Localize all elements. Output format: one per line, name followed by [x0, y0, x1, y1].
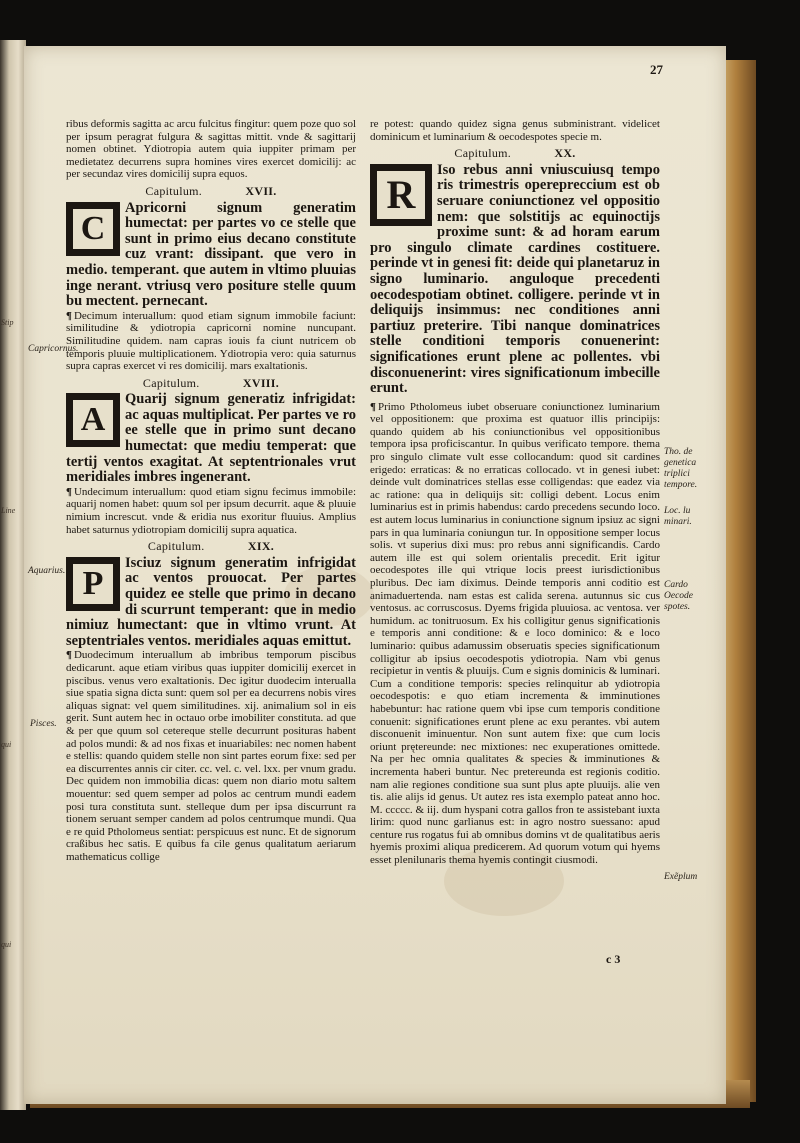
- prev-note: Stip: [1, 318, 14, 327]
- lead-text: Iso rebus anni vniuscuiusq tempo ris trimestris operepreccium est ob seruare coniunctionez vel oppositio nem: que solstitijs ac equinoctijs proxime sunt: & ad horam earum pro singulo climate cardines costituere. perinde vt in genesi fit: deide qui planetaruz in signo luminario. anguloque precedenti oecodespotiam obtinet. colligere. perinde vt in deliquijs insimmus: nec conditiones anni partiuz preterire. Tibi nanque dominatrices stelle conditioni temporis conuenerint: significationes erunt plene ac pollentes. vbi disconuenerint: vires significationum imbecille erunt.: [370, 161, 660, 397]
- initial-letter: [66, 202, 120, 256]
- margin-note: Exẽplum: [664, 872, 698, 882]
- initial-letter: [370, 164, 432, 226]
- chapter-heading: [66, 185, 356, 198]
- right-column: [370, 118, 660, 868]
- prev-note: Line: [1, 506, 16, 515]
- paragraph: re potest: quando quidez signa genus subministrant. videlicet dominicum et luminarium & oecodespotes specie m.: [370, 118, 660, 143]
- chapter-number: XIX.: [247, 539, 275, 554]
- paragraph-text: Duodecimum interuallum ab imbribus temporum piscibus dedicarunt. aque etiam viribus quas iuppiter domicilij exercet in piscibus. venus vero exaltationis. Dec igitur duodecim interualla siue spatia signa dicta sunt: quem sol per ea decurrens nobis vires aliquas signat: vel quem similitudines. xij. animalium sol in eis gerit. Sunt autem hec in octauo orbe imobiliter constituta. ad que & per que quum sol cetereque stelle decurrunt posituras habent ad polos mundi: & ad nos fixas et inuariabiles: nec nomen habent e stellis: quando quidem stelle non sint partes eorum fixe: sed per ea discurrentes annis cir citer. cc. vel. c. vel. lxx. per vnum gradu. Dec quidem non immobilia dicas: quem non diario motu saltem mouentur: sed quem semper ad polos ac centrum mundi eadem posi tura constituta sunt. stelleque dum per ipsa discurrunt ra tionem seruant semper candem ad polos centrumque mundi. Qua e re quid Ptholomeus sentiat: perspicuus est nunc. Et de signorum craßibus hec satis. E quibus fa cile genus qualitatum aeriarum mathematicus collige: [66, 649, 356, 863]
- lead-text: Apricorni signum generatim humectat: per partes vo ce stelle que sunt in primo eius decano constitute cuz: [125, 199, 356, 263]
- chapter-label: Capitulum.: [145, 183, 203, 198]
- lead-text-continued: humectat: que mediu temperat: que tertij ventos exagitat. At septentrionales vrut meridiales imbres ingenerant.: [66, 438, 356, 486]
- chapter-heading: [66, 377, 356, 390]
- initial-letter: [66, 393, 120, 447]
- lead-text-continued: scurrunt temperant: que in medio nimiuz humectant: que in vltimo vrunt. At septentriales ventos. meridiales aquas emittut.: [66, 601, 356, 649]
- margin-note-aquarius: Aquarius.: [28, 566, 66, 576]
- chapter-label: Capitulum.: [454, 146, 512, 161]
- margin-note: Loc. lu minari.: [664, 506, 692, 527]
- chapter-label: Capitulum.: [142, 375, 200, 390]
- chapter-number: XVII.: [245, 183, 277, 198]
- signature-mark: c 3: [606, 952, 621, 966]
- lead-text: Quarij signum generatiz infrigidat: ac aquas multiplicat. Per partes ve ro ee stelle que in primo sunt decano: [125, 391, 356, 439]
- margin-note: Cardo Oecode spotes.: [664, 580, 694, 612]
- lead-text-continued: vrant: dissipant. que vero in medio. temperant. que autem in vltimo pluuias inge nerant. vtriusq vero positure stelle quum bu mectent. pernecant.: [66, 246, 357, 310]
- paragraph: [66, 310, 356, 373]
- chapter-number: XVIII.: [242, 375, 280, 390]
- page-fore-edge: [722, 60, 756, 1102]
- initial-glyph: R: [376, 170, 426, 220]
- previous-page-marginalia: [0, 0, 26, 1143]
- paragraph-text: Primo Ptholomeus iubet obseruare coniunctionez luminarium vel oppositionem: que proxima est quatuor illis principijs: quando quidem ab his coniunctionibus vel oppositionibus tempora ipsa proficiscantur. In quibus verificato tempore. thema pro singulo climate vult esse collocandum: quod sit cardines erigedo: erraticas: & no erraticas collocado. vt in genesi iubet: deinde vult dominatrices stellas esse colligendas: que eadez via ac ratione: qua in deliquijs sit: colligi debent. Locus enim luminarius est in primis habendus: cardo precedens secundo loco. est autem locus luminarius in coniunctione signum ipsiuz ac signi pars in qua luminaria coniungun tur. In oppositione semper locus solis. vt superius dixi mus: pro rebus anni significandis. Cardo autem ille est qui solem orientalis precedit. Erit igitur oecodespotes ille qui vtrique locis preest iurisdictionibus pluribus. Dec iam diximus. Deinde temporis anni coditio est animaduertenda. nam estas est calida serena. autunnus sic cus ventosus. ac corruscosus. Dyems frigida pluuiosa. ac ventosa. ver humidum. ac tonitruosum. Ex his colligitur genus significationis e temporis anni conditione: & e loco dominico: & e loco luminario: quibus adamussim obseruatis species significationum colligitur ab ipsius oecodespotis ydiotropia. Nam vbi genus recipietur in ventis & pluuijs. Cum e signis dominicis & luminari. Cum a conditione temporis: species relinquitur ab ydiotropia oecodespotis: e quo etiam incrementa & imminutiones habebuntur: hac ratione quem vbi ipse cum temporis conditione conuenit: significationes erunt plene ac exu perantes. vbi autem disconuenit iminuentur. Non sunt autem fixe: que cum locis oriunt prętereunde: nec mixtiones: nec exuperationes omittede. Na per hec omnia qualitates & species & imminutiones & incrementa haberi buntur. Nec pretereunda est regionis coditio. nam alie regiones conditione sua sunt plus apte pluuijs. alie ven tis. alie alijs id genus. Ut autez res ista exemplo pateat anno hoc. M. ccccc. & iij. dum hyspani cotra gallos fron te assistebant iuxta lirim: quod nunc garlianus est: in agro nostro suessano: apud centure rus rogatus fui ab omnibus domins vt de qualitatibus aeris hyemis proximi aliqua predicerem. Ad quorum votum qui hyems esset plenilunaris thema hyemis contingit ciusmodi.: [370, 400, 660, 867]
- paragraph-text: Decimum interuallum: quod etiam signum immobile faciunt: similitudine & ydiotropia capricorni nomine nuncupant. Similitudine quidem. nam capras iouis fa ciunt nutricem ob temporis pluuie multiplicationem. Ydiotropia vero: quia saturnus supra capras exercet vi res domicilij. mars exaltationis.: [66, 309, 356, 373]
- lead-text: Isciuz signum generatim infrigidat ac ventos prouocat. Per partes quidez ee stelle que primo in decano di: [125, 554, 356, 618]
- margin-note-pisces: Pisces.: [30, 719, 57, 729]
- margin-note: Tho. de genetica triplici tempore.: [664, 447, 698, 490]
- initial-letter: [66, 557, 120, 611]
- pilcrow-icon: ¶: [66, 649, 72, 662]
- pilcrow-icon: ¶: [66, 309, 72, 322]
- prev-note: qui: [1, 940, 12, 949]
- initial-glyph: P: [72, 563, 114, 605]
- prev-note: qui: [1, 740, 12, 749]
- paragraph: [370, 401, 660, 867]
- pilcrow-icon: ¶: [66, 485, 72, 498]
- chapter-label: Capitulum.: [147, 539, 205, 554]
- paragraph-text: Undecimum interuallum: quod etiam signu fecimus immobile: aquarij nomen habet: quum sol per ipsum decurrit. aque & pluuie nimium increscut. vnde & eridia nus exoritur fluuius. Amplius habet saturnus ydiotropiam domicilij supra aquatica.: [66, 485, 356, 536]
- paragraph: ribus deformis sagitta ac arcu fulcitus fingitur: quem poze quo sol per ipsum peragrat fulgura & sagittas mittit. vnde & sagittarij nomen obtinet. Ydiotropia autem quia iuppiter primam per medietatez decurrens supra homines vires exercet domicilij: ac per secundaz vires domicilij supra equos.: [66, 118, 356, 181]
- chapter-heading: [66, 540, 356, 553]
- initial-glyph: C: [72, 208, 114, 250]
- pilcrow-icon: ¶: [370, 400, 376, 413]
- chapter-heading: [370, 147, 660, 160]
- initial-glyph: A: [72, 399, 114, 441]
- chapter-number: XX.: [554, 146, 576, 161]
- paragraph: [66, 486, 356, 536]
- paragraph: [66, 649, 356, 863]
- page-number: 27: [650, 62, 663, 77]
- left-column: [66, 118, 356, 864]
- margin-note-capricornus: Capricornus.: [28, 344, 79, 354]
